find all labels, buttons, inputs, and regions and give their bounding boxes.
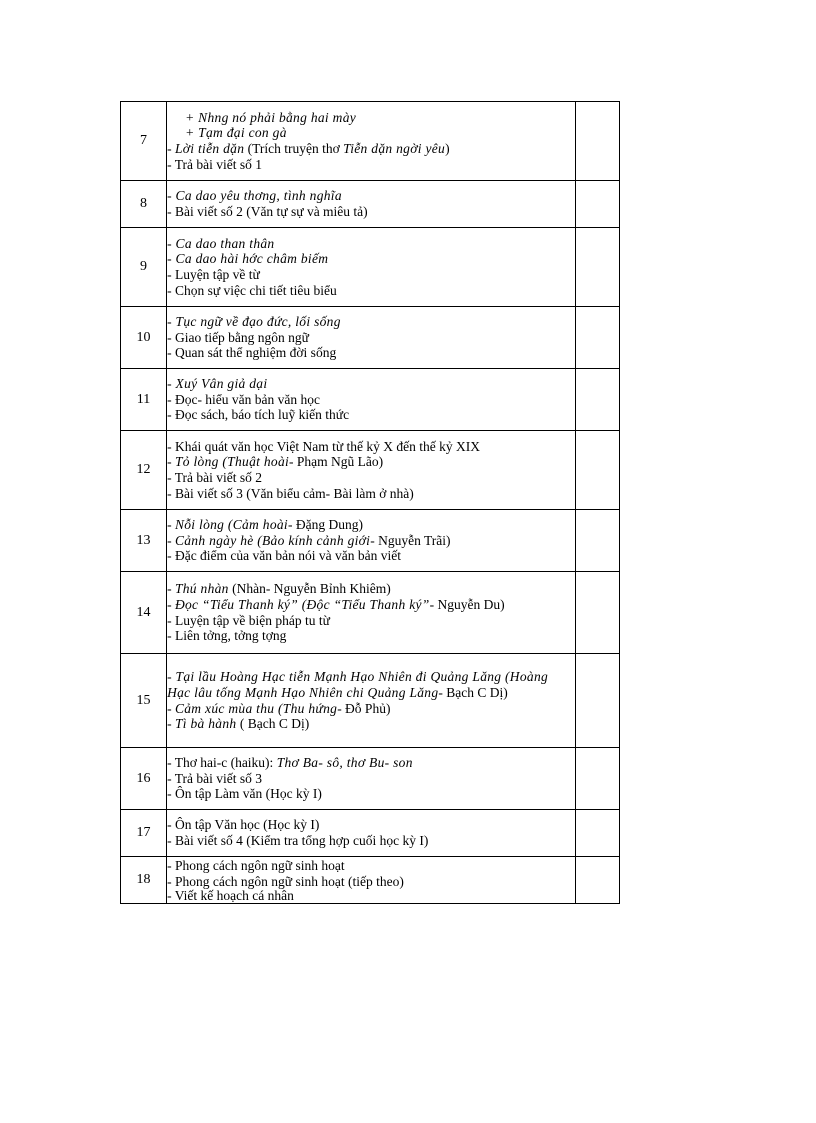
lesson-line: - Đọc sách, báo tích luỹ kiến thức [167, 407, 350, 423]
notes-cell [575, 181, 619, 228]
table-row [121, 228, 620, 307]
notes-cell [575, 857, 619, 904]
week-number: 10 [121, 307, 167, 369]
table-row [121, 810, 620, 857]
week-number: 11 [121, 369, 167, 431]
lesson-content [167, 810, 576, 857]
lesson-line: - Phong cách ngôn ngữ sinh hoạt (tiếp theo) [167, 873, 404, 889]
notes-cell [575, 307, 619, 369]
lesson-line: - Ca dao yêu thơng, tình nghĩa [167, 188, 342, 204]
lesson-content [167, 431, 576, 510]
lesson-line: - Xuý Vân giả dại [167, 376, 268, 392]
lesson-line: - Quan sát thể nghiệm đời sống [167, 345, 337, 361]
lesson-line: - Cảm xúc mùa thu (Thu hứng- Đỗ Phủ) [167, 700, 391, 716]
table-row [121, 857, 620, 904]
notes-cell [575, 748, 619, 810]
lesson-line: - Luyện tập về từ [167, 267, 260, 282]
week-number: 8 [121, 181, 167, 228]
table-row [121, 748, 620, 810]
notes-cell [575, 431, 619, 510]
notes-cell [575, 654, 619, 748]
notes-cell [575, 572, 619, 654]
lesson-line: - Đọc- hiểu văn bản văn học [167, 391, 321, 407]
lesson-content [167, 857, 576, 904]
lesson-content [167, 748, 576, 810]
lesson-line: - Tại lầu Hoàng Hạc tiễn Mạnh Hạo Nhiên đi Quảng Lăng (Hoàng Hạc lâu tống Mạnh Hạo Nhiên chi Quảng Lăng- Bạch C Dị) [167, 669, 549, 700]
week-number: 13 [121, 510, 167, 572]
week-number: 16 [121, 748, 167, 810]
lesson-line: - Chọn sự việc chi tiết tiêu biểu [167, 282, 337, 298]
lesson-line: - Cảnh ngày hè (Bảo kính cảnh giới- Nguyễn Trãi) [167, 532, 451, 548]
week-number: 14 [121, 572, 167, 654]
lesson-line: - Viết kế hoạch cá nhân [167, 889, 294, 903]
syllabus-table [120, 101, 620, 904]
lesson-line: - Đặc điểm của văn bản nói và văn bản viết [167, 548, 401, 564]
lesson-line: - Bài viết số 2 (Văn tự sự và miêu tả) [167, 204, 368, 219]
lesson-line: + Tạm đại con gà [185, 125, 287, 141]
week-number: 9 [121, 228, 167, 307]
lesson-line: - Thú nhàn (Nhàn- Nguyễn Bỉnh Khiêm) [167, 581, 391, 597]
lesson-line: - Ca dao hài hớc châm biếm [167, 251, 329, 267]
week-number: 17 [121, 810, 167, 857]
week-number: 7 [121, 102, 167, 181]
lesson-line: - Trả bài viết số 1 [167, 156, 262, 172]
table-row [121, 181, 620, 228]
notes-cell [575, 228, 619, 307]
lesson-line: - Liên tởng, tởng tợng [167, 628, 287, 644]
table-row [121, 431, 620, 510]
lesson-line: + Nhng nó phải bằng hai mày [185, 109, 357, 125]
lesson-line: - Nỗi lòng (Cảm hoài- Đặng Dung) [167, 517, 363, 533]
lesson-line: - Tỏ lòng (Thuật hoài- Phạm Ngũ Lão) [167, 454, 384, 470]
week-number: 15 [121, 654, 167, 748]
lesson-line: - Bài viết số 4 (Kiểm tra tổng hợp cuối học kỳ I) [167, 833, 429, 848]
lesson-line: - Ôn tập Văn học (Học kỳ I) [167, 817, 320, 833]
lesson-line: - Tục ngữ về đạo đức, lối sống [167, 314, 341, 330]
week-number: 12 [121, 431, 167, 510]
table-row [121, 654, 620, 748]
notes-cell [575, 810, 619, 857]
notes-cell [575, 369, 619, 431]
lesson-content [167, 654, 576, 748]
lesson-line: - Ôn tập Làm văn (Học kỳ I) [167, 786, 322, 802]
lesson-content [167, 510, 576, 572]
notes-cell [575, 510, 619, 572]
notes-cell [575, 102, 619, 181]
lesson-line: - Đọc “Tiểu Thanh ký” (Độc “Tiểu Thanh ký”- Nguyễn Du) [167, 596, 505, 612]
lesson-line: - Tì bà hành ( Bạch C Dị) [167, 716, 310, 732]
table-row [121, 102, 620, 181]
lesson-line: - Giao tiếp bằng ngôn ngữ [167, 329, 309, 345]
lesson-content [167, 369, 576, 431]
lesson-line: - Trả bài viết số 3 [167, 770, 262, 786]
lesson-line: - Trả bài viết số 2 [167, 470, 262, 485]
lesson-line: - Ca dao than thân [167, 235, 275, 251]
lesson-line: - Lời tiễn dặn (Trích truyện thơ Tiễn dặn ngời yêu) [167, 141, 450, 156]
lesson-content [167, 228, 576, 307]
lesson-content [167, 572, 576, 654]
lesson-line: - Khái quát văn học Việt Nam từ thế kỷ X đến thế kỷ XIX [167, 438, 481, 454]
lesson-line: - Luyện tập về biện pháp tu từ [167, 612, 330, 628]
table-row [121, 510, 620, 572]
lesson-content [167, 181, 576, 228]
table-row [121, 369, 620, 431]
table-row [121, 307, 620, 369]
lesson-line: - Phong cách ngôn ngữ sinh hoạt [167, 858, 345, 873]
lesson-content [167, 307, 576, 369]
lesson-content [167, 102, 576, 181]
lesson-line: - Bài viết số 3 (Văn biểu cảm- Bài làm ở nhà) [167, 485, 414, 501]
lesson-line: - Thơ hai-c (haiku): Thơ Ba- sô, thơ Bu- son [167, 755, 413, 771]
week-number: 18 [121, 857, 167, 904]
table-row [121, 572, 620, 654]
